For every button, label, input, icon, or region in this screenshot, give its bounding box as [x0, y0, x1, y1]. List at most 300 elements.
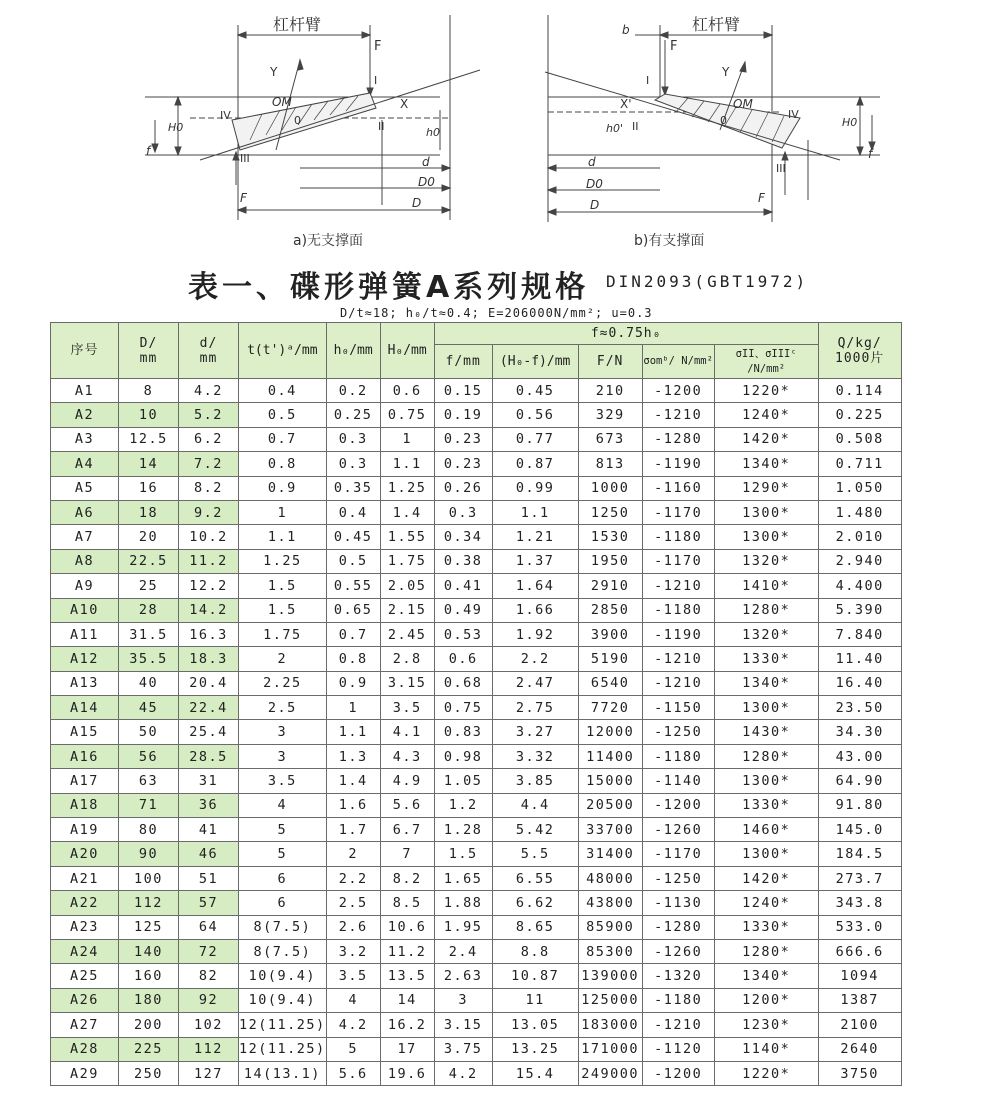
- table-cell: 31: [179, 769, 239, 793]
- table-cell: -1280: [642, 427, 714, 451]
- table-cell: 5.5: [492, 842, 578, 866]
- table-row: [51, 500, 902, 524]
- table-cell: 6: [239, 891, 327, 915]
- table-cell: 1320*: [714, 549, 818, 573]
- table-cell: 0.23: [434, 427, 492, 451]
- diagram-a-label-F-top: F: [374, 39, 382, 54]
- table-cell: 4.2: [326, 1013, 380, 1037]
- table-cell: 16.40: [818, 671, 901, 695]
- table-cell: 6.7: [380, 818, 434, 842]
- table-cell: A14: [51, 696, 119, 720]
- table-cell: 10(9.4): [239, 964, 327, 988]
- table-cell: 0.34: [434, 525, 492, 549]
- table-cell: 1.5: [239, 574, 327, 598]
- table-cell: 1300*: [714, 769, 818, 793]
- table-cell: 85300: [578, 939, 642, 963]
- table-cell: A12: [51, 647, 119, 671]
- table-cell: 1.25: [239, 549, 327, 573]
- standard-label: DIN2093(GBT1972): [606, 272, 809, 291]
- diagram-b-label-b: b: [622, 23, 630, 37]
- table-cell: 1.5: [239, 598, 327, 622]
- diagram-b-label-d: d: [588, 155, 596, 169]
- table-cell: -1210: [642, 403, 714, 427]
- table-cell: 0.19: [434, 403, 492, 427]
- table-cell: 63: [119, 769, 179, 793]
- diagram-a-label-h0: h0: [426, 126, 440, 139]
- table-cell: A1: [51, 379, 119, 403]
- table-cell: 1.25: [380, 476, 434, 500]
- table-cell: 13.25: [492, 1037, 578, 1061]
- table-cell: 0.45: [492, 379, 578, 403]
- table-cell: 329: [578, 403, 642, 427]
- diagram-b-label-D: D: [590, 198, 600, 212]
- table-cell: 22.5: [119, 549, 179, 573]
- table-cell: 13.5: [380, 964, 434, 988]
- table-row: [51, 598, 902, 622]
- diagram-a-label-f: f: [146, 144, 151, 158]
- table-cell: 5.6: [326, 1061, 380, 1085]
- table-cell: 2.2: [492, 647, 578, 671]
- table-cell: 673: [578, 427, 642, 451]
- table-cell: 8(7.5): [239, 939, 327, 963]
- table-cell: 46: [179, 842, 239, 866]
- header-sigma-II-III: σII、σIIIᶜ /N/mm²: [714, 345, 818, 379]
- table-cell: -1280: [642, 915, 714, 939]
- table-cell: 0.5: [326, 549, 380, 573]
- table-cell: 1.050: [818, 476, 901, 500]
- table-cell: 0.7: [239, 427, 327, 451]
- table-cell: 1230*: [714, 1013, 818, 1037]
- table-cell: 3.15: [380, 671, 434, 695]
- table-cell: A21: [51, 866, 119, 890]
- diagram-b-label-OM: OM: [733, 97, 753, 111]
- table-cell: 2.05: [380, 574, 434, 598]
- table-cell: 0.41: [434, 574, 492, 598]
- table-cell: 2.45: [380, 622, 434, 646]
- table-cell: 8: [119, 379, 179, 403]
- table-cell: A4: [51, 452, 119, 476]
- table-cell: 7720: [578, 696, 642, 720]
- table-cell: 1420*: [714, 427, 818, 451]
- table-cell: 1340*: [714, 964, 818, 988]
- table-cell: 666.6: [818, 939, 901, 963]
- table-row: [51, 720, 902, 744]
- table-row: [51, 939, 902, 963]
- table-cell: 13.05: [492, 1013, 578, 1037]
- table-cell: 0.98: [434, 744, 492, 768]
- table-cell: 533.0: [818, 915, 901, 939]
- table-cell: 1330*: [714, 915, 818, 939]
- table-cell: 1290*: [714, 476, 818, 500]
- table-row: [51, 1013, 902, 1037]
- table-row: [51, 574, 902, 598]
- header-seq: 序号: [51, 323, 119, 379]
- diagram-b-lever-label: 杠杆臂: [692, 15, 741, 34]
- table-cell: A3: [51, 427, 119, 451]
- table-cell: 0.38: [434, 549, 492, 573]
- diagram-b-label-III: III: [776, 162, 786, 175]
- table-cell: 14: [380, 988, 434, 1012]
- table-row: [51, 915, 902, 939]
- table-cell: A22: [51, 891, 119, 915]
- table-cell: 4.4: [492, 793, 578, 817]
- header-F: F/N: [578, 345, 642, 379]
- table-cell: 102: [179, 1013, 239, 1037]
- table-cell: 12.5: [119, 427, 179, 451]
- table-cell: 12(11.25): [239, 1013, 327, 1037]
- table-cell: 112: [179, 1037, 239, 1061]
- table-cell: 0.8: [239, 452, 327, 476]
- table-cell: 3.5: [239, 769, 327, 793]
- table-cell: A10: [51, 598, 119, 622]
- table-cell: 25.4: [179, 720, 239, 744]
- table-cell: 1240*: [714, 891, 818, 915]
- table-cell: 1300*: [714, 500, 818, 524]
- table-cell: 5: [326, 1037, 380, 1061]
- header-D: D/ mm: [119, 323, 179, 379]
- table-cell: 140: [119, 939, 179, 963]
- table-cell: 16.3: [179, 622, 239, 646]
- table-cell: 0.225: [818, 403, 901, 427]
- table-cell: 16.2: [380, 1013, 434, 1037]
- header-f: f/mm: [434, 345, 492, 379]
- table-cell: 0.87: [492, 452, 578, 476]
- table-cell: 17: [380, 1037, 434, 1061]
- table-cell: 0.15: [434, 379, 492, 403]
- table-cell: 139000: [578, 964, 642, 988]
- table-cell: 0.53: [434, 622, 492, 646]
- table-cell: 0.75: [380, 403, 434, 427]
- table-row: [51, 403, 902, 427]
- table-cell: 273.7: [818, 866, 901, 890]
- table-cell: A13: [51, 671, 119, 695]
- table-cell: 2.8: [380, 647, 434, 671]
- table-cell: -1250: [642, 866, 714, 890]
- table-cell: 127: [179, 1061, 239, 1085]
- table-cell: 3.5: [380, 696, 434, 720]
- table-cell: 22.4: [179, 696, 239, 720]
- diagram-b-label-f: f: [868, 147, 873, 161]
- table-cell: 1.37: [492, 549, 578, 573]
- table-cell: 2.15: [380, 598, 434, 622]
- table-cell: A23: [51, 915, 119, 939]
- table-row: [51, 964, 902, 988]
- table-cell: 1.1: [239, 525, 327, 549]
- table-cell: 0.114: [818, 379, 901, 403]
- table-cell: 1320*: [714, 622, 818, 646]
- diagram-b-label-D0: D0: [586, 177, 603, 191]
- table-title-area: [0, 258, 1000, 304]
- header-h0: h₀/mm: [326, 323, 380, 379]
- table-row: [51, 427, 902, 451]
- table-cell: 91.80: [818, 793, 901, 817]
- diagram-a-lever-label: 杠杆臂: [273, 15, 322, 34]
- table-row: [51, 769, 902, 793]
- diagram-a-label-F-bottom: F: [240, 191, 247, 205]
- table-cell: 3.5: [326, 964, 380, 988]
- table-row: [51, 842, 902, 866]
- table-cell: A17: [51, 769, 119, 793]
- table-cell: 1.480: [818, 500, 901, 524]
- table-cell: 10.2: [179, 525, 239, 549]
- table-cell: 813: [578, 452, 642, 476]
- table-cell: 1.75: [380, 549, 434, 573]
- table-cell: -1170: [642, 549, 714, 573]
- table-cell: -1210: [642, 647, 714, 671]
- table-cell: 56: [119, 744, 179, 768]
- table-cell: 3: [434, 988, 492, 1012]
- table-cell: 3.75: [434, 1037, 492, 1061]
- table-cell: A27: [51, 1013, 119, 1037]
- table-cell: 1.5: [434, 842, 492, 866]
- table-cell: 1.6: [326, 793, 380, 817]
- table-cell: 4.9: [380, 769, 434, 793]
- table-cell: 3.2: [326, 939, 380, 963]
- table-cell: 2.940: [818, 549, 901, 573]
- table-row: [51, 866, 902, 890]
- table-cell: A16: [51, 744, 119, 768]
- table-cell: 112: [119, 891, 179, 915]
- table-cell: 45: [119, 696, 179, 720]
- table-cell: 210: [578, 379, 642, 403]
- table-cell: 0.25: [326, 403, 380, 427]
- table-cell: 0.9: [326, 671, 380, 695]
- table-cell: A9: [51, 574, 119, 598]
- table-cell: -1120: [642, 1037, 714, 1061]
- table-cell: 36: [179, 793, 239, 817]
- table-cell: 0.4: [326, 500, 380, 524]
- table-row: [51, 1037, 902, 1061]
- table-cell: 1340*: [714, 671, 818, 695]
- table-cell: 18: [119, 500, 179, 524]
- table-cell: A2: [51, 403, 119, 427]
- table-row: [51, 793, 902, 817]
- table-cell: 7: [380, 842, 434, 866]
- table-cell: 2.25: [239, 671, 327, 695]
- table-cell: -1180: [642, 598, 714, 622]
- table-cell: 5: [239, 842, 327, 866]
- table-cell: 3.15: [434, 1013, 492, 1037]
- table-cell: -1160: [642, 476, 714, 500]
- table-cell: 2.47: [492, 671, 578, 695]
- table-cell: -1150: [642, 696, 714, 720]
- table-cell: 2.6: [326, 915, 380, 939]
- table-cell: -1130: [642, 891, 714, 915]
- table-cell: 8.8: [492, 939, 578, 963]
- table-cell: -1210: [642, 1013, 714, 1037]
- diagram-a-label-III: III: [240, 152, 250, 165]
- table-row: [51, 696, 902, 720]
- header-d: d/ mm: [179, 323, 239, 379]
- table-cell: 2850: [578, 598, 642, 622]
- table-cell: A11: [51, 622, 119, 646]
- table-cell: 92: [179, 988, 239, 1012]
- table-cell: 0.35: [326, 476, 380, 500]
- table-cell: 0.9: [239, 476, 327, 500]
- table-cell: 1280*: [714, 598, 818, 622]
- diagram-a-label-IV: IV: [220, 109, 231, 122]
- table-cell: 0.68: [434, 671, 492, 695]
- table-cell: 4.2: [179, 379, 239, 403]
- table-cell: 10.6: [380, 915, 434, 939]
- table-row: [51, 647, 902, 671]
- table-cell: 100: [119, 866, 179, 890]
- table-cell: 0.5: [239, 403, 327, 427]
- table-cell: 1.64: [492, 574, 578, 598]
- table-cell: 183000: [578, 1013, 642, 1037]
- table-row: [51, 988, 902, 1012]
- table-row: [51, 818, 902, 842]
- table-cell: -1180: [642, 744, 714, 768]
- table-cell: 20: [119, 525, 179, 549]
- table-cell: A24: [51, 939, 119, 963]
- header-Q: Q/kg/ 1000片: [818, 323, 901, 379]
- table-cell: 28.5: [179, 744, 239, 768]
- table-cell: 0.4: [239, 379, 327, 403]
- table-cell: 1.1: [380, 452, 434, 476]
- spring-diagrams-svg: [0, 0, 1000, 260]
- table-cell: 72: [179, 939, 239, 963]
- table-cell: 4.3: [380, 744, 434, 768]
- diagram-b-label-II: II: [632, 120, 639, 133]
- diagram-a-label-D: D: [412, 196, 422, 210]
- table-cell: 41: [179, 818, 239, 842]
- table-cell: -1140: [642, 769, 714, 793]
- table-cell: 0.65: [326, 598, 380, 622]
- table-body: [51, 379, 902, 1086]
- table-cell: 6540: [578, 671, 642, 695]
- table-cell: 31400: [578, 842, 642, 866]
- table-cell: 0.6: [434, 647, 492, 671]
- table-cell: 28: [119, 598, 179, 622]
- table-cell: 1340*: [714, 452, 818, 476]
- table-cell: 23.50: [818, 696, 901, 720]
- table-cell: A20: [51, 842, 119, 866]
- table-row: [51, 379, 902, 403]
- table-cell: 10(9.4): [239, 988, 327, 1012]
- table-cell: -1320: [642, 964, 714, 988]
- table-cell: A25: [51, 964, 119, 988]
- table-cell: 7.840: [818, 622, 901, 646]
- table-cell: 180: [119, 988, 179, 1012]
- table-cell: -1260: [642, 939, 714, 963]
- table-cell: -1250: [642, 720, 714, 744]
- diagram-b-label-Y: Y: [722, 65, 730, 79]
- table-cell: 0.711: [818, 452, 901, 476]
- table-cell: 1430*: [714, 720, 818, 744]
- table-cell: 1220*: [714, 379, 818, 403]
- table-cell: 3: [239, 744, 327, 768]
- diagram-a-label-I: I: [374, 74, 378, 87]
- table-row: [51, 549, 902, 573]
- table-cell: 35.5: [119, 647, 179, 671]
- table-row: [51, 622, 902, 646]
- table-cell: 1: [380, 427, 434, 451]
- table-cell: 1.4: [326, 769, 380, 793]
- table-cell: -1170: [642, 500, 714, 524]
- table-cell: 6.2: [179, 427, 239, 451]
- table-cell: 0.75: [434, 696, 492, 720]
- table-row: [51, 476, 902, 500]
- table-row: [51, 744, 902, 768]
- table-cell: 1300*: [714, 525, 818, 549]
- table-cell: 1330*: [714, 647, 818, 671]
- table-cell: A5: [51, 476, 119, 500]
- table-row: [51, 452, 902, 476]
- table-cell: 64.90: [818, 769, 901, 793]
- table-cell: 1387: [818, 988, 901, 1012]
- table-cell: 145.0: [818, 818, 901, 842]
- table-cell: 33700: [578, 818, 642, 842]
- table-cell: 4: [239, 793, 327, 817]
- table-cell: 11.2: [380, 939, 434, 963]
- table-cell: 1280*: [714, 744, 818, 768]
- table-cell: 9.2: [179, 500, 239, 524]
- table-cell: -1210: [642, 574, 714, 598]
- table-cell: 3900: [578, 622, 642, 646]
- table-cell: 8.2: [179, 476, 239, 500]
- table-cell: 15000: [578, 769, 642, 793]
- diagram-a-label-H0: H0: [168, 121, 184, 134]
- table-cell: 2100: [818, 1013, 901, 1037]
- table-cell: A8: [51, 549, 119, 573]
- table-cell: 1140*: [714, 1037, 818, 1061]
- table-cell: 1.2: [434, 793, 492, 817]
- table-cell: 184.5: [818, 842, 901, 866]
- table-cell: 200: [119, 1013, 179, 1037]
- table-cell: 1200*: [714, 988, 818, 1012]
- table-cell: 51: [179, 866, 239, 890]
- diagram-a-label-X: X: [400, 97, 409, 111]
- diagram-a-label-OM: OM: [272, 95, 292, 109]
- table-cell: 1330*: [714, 793, 818, 817]
- table-cell: 1950: [578, 549, 642, 573]
- table-cell: 82: [179, 964, 239, 988]
- header-H0: H₀/mm: [380, 323, 434, 379]
- diagram-b-label-I: I: [646, 74, 650, 87]
- table-cell: 1.1: [326, 720, 380, 744]
- spring-diagrams: [0, 0, 1000, 260]
- table-cell: -1180: [642, 525, 714, 549]
- table-cell: 0.3: [326, 452, 380, 476]
- header-group-f: f≈0.75h₀: [434, 323, 818, 345]
- table-cell: 3.32: [492, 744, 578, 768]
- diagram-a-caption: a)无支撑面: [293, 233, 364, 249]
- table-cell: 18.3: [179, 647, 239, 671]
- table-cell: 5.6: [380, 793, 434, 817]
- table-cell: 34.30: [818, 720, 901, 744]
- table-cell: 1094: [818, 964, 901, 988]
- table-cell: 11.2: [179, 549, 239, 573]
- table-cell: 4.1: [380, 720, 434, 744]
- header-sigma-om: σomᵇ/ N/mm²: [642, 345, 714, 379]
- table-cell: 57: [179, 891, 239, 915]
- table-cell: 2: [239, 647, 327, 671]
- table-cell: 249000: [578, 1061, 642, 1085]
- table-cell: 10.87: [492, 964, 578, 988]
- table-cell: 2.010: [818, 525, 901, 549]
- table-cell: -1170: [642, 842, 714, 866]
- table-cell: 11.40: [818, 647, 901, 671]
- table-cell: 4: [326, 988, 380, 1012]
- table-cell: 4.400: [818, 574, 901, 598]
- table-cell: A15: [51, 720, 119, 744]
- diagram-a-label-D0: D0: [418, 175, 435, 189]
- table-cell: 12(11.25): [239, 1037, 327, 1061]
- table-cell: 1.66: [492, 598, 578, 622]
- table-cell: 6: [239, 866, 327, 890]
- table-cell: 50: [119, 720, 179, 744]
